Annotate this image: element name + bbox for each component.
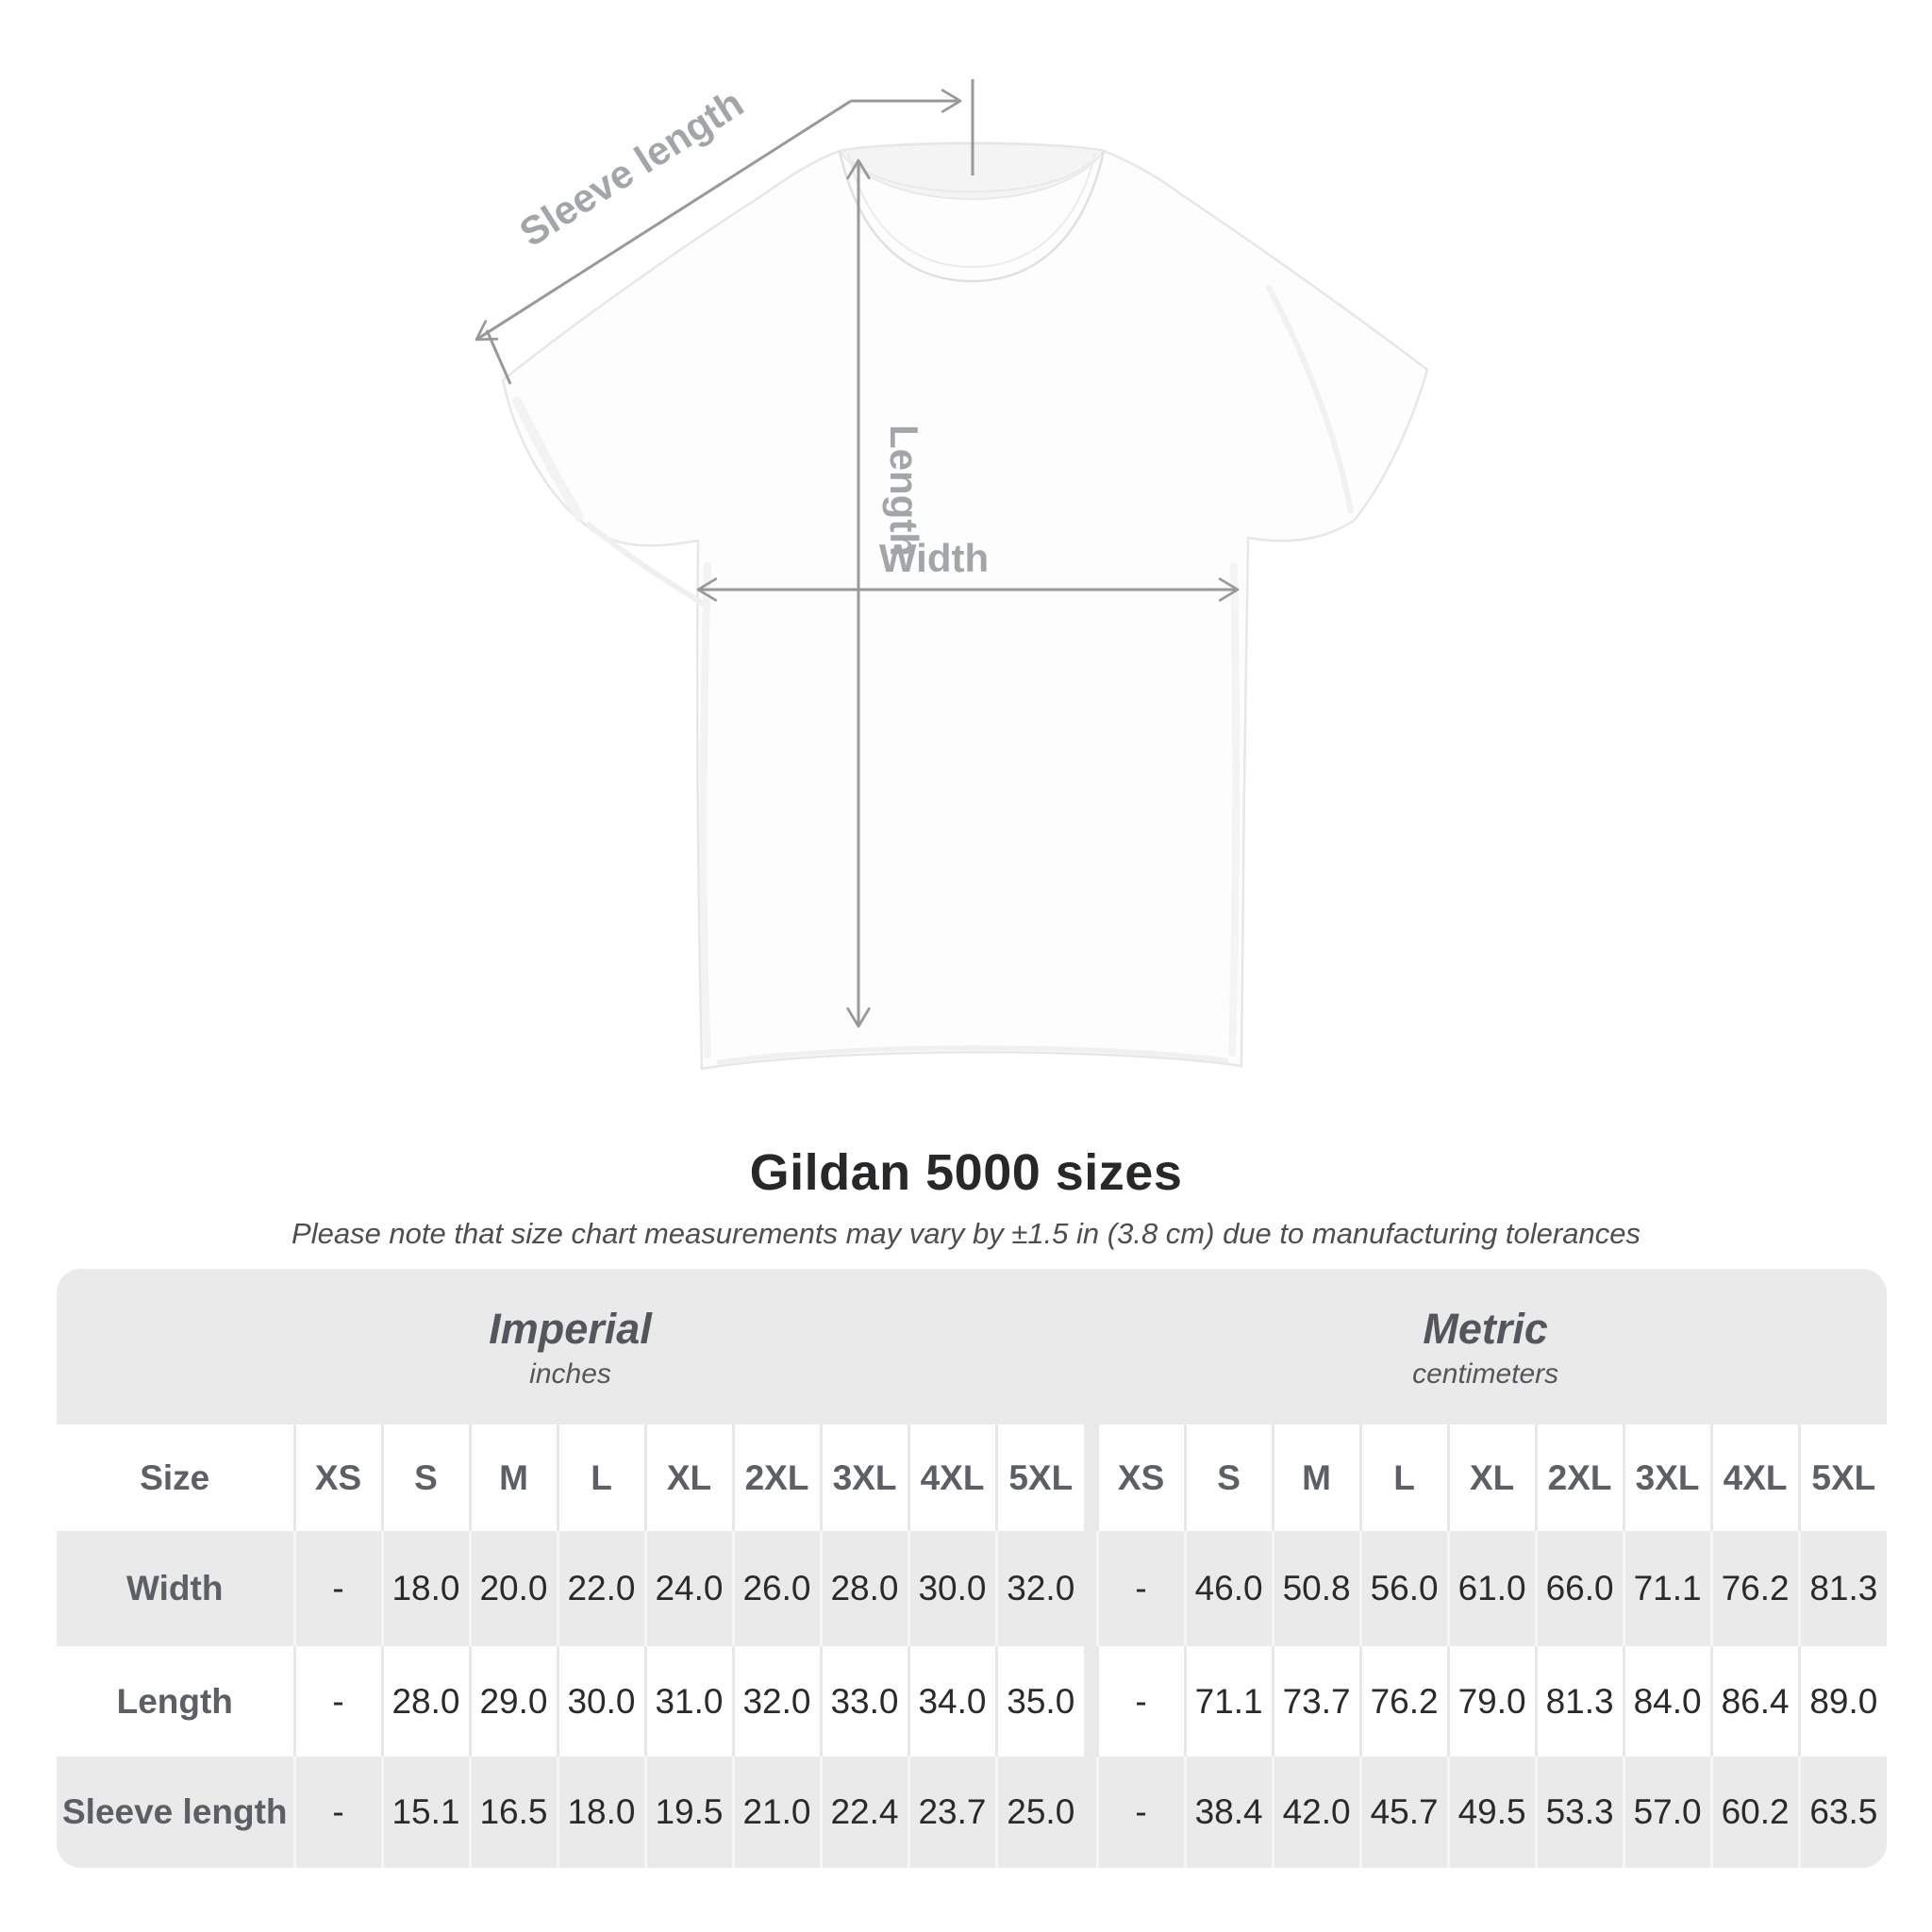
value-cell: 19.5 xyxy=(645,1757,733,1868)
value-cell: 32.0 xyxy=(996,1531,1084,1646)
size-col-header: 4XL xyxy=(1711,1424,1799,1531)
value-cell: 32.0 xyxy=(733,1646,821,1757)
imperial-group-unit: inches xyxy=(529,1357,611,1390)
size-col-header: 5XL xyxy=(1799,1424,1887,1531)
size-col-header: 5XL xyxy=(996,1424,1084,1531)
size-col-header: XL xyxy=(645,1424,733,1531)
value-cell: 22.4 xyxy=(821,1757,908,1868)
value-cell: - xyxy=(1097,1646,1185,1757)
length-label: Length xyxy=(882,425,926,557)
value-cell: - xyxy=(1097,1757,1185,1868)
table-row-width xyxy=(57,1531,1887,1646)
sleeve-length-label: Sleeve length xyxy=(511,80,752,256)
shade-right-side xyxy=(1232,566,1236,1053)
size-col-header: XL xyxy=(1448,1424,1536,1531)
value-cell: - xyxy=(294,1757,382,1868)
value-cell: 24.0 xyxy=(645,1531,733,1646)
value-cell: 45.7 xyxy=(1360,1757,1448,1868)
size-col-header: 4XL xyxy=(908,1424,996,1531)
value-cell: 31.0 xyxy=(645,1646,733,1757)
value-cell: 18.0 xyxy=(558,1757,645,1868)
value-cell: 33.0 xyxy=(821,1646,908,1757)
value-cell: 76.2 xyxy=(1360,1646,1448,1757)
tshirt-illustration xyxy=(503,143,1427,1069)
group-divider xyxy=(1084,1531,1097,1646)
value-cell: 21.0 xyxy=(733,1757,821,1868)
size-col-header: XS xyxy=(1097,1424,1185,1531)
value-cell: 34.0 xyxy=(908,1646,996,1757)
value-cell: 16.5 xyxy=(470,1757,558,1868)
imperial-group-label: Imperial xyxy=(489,1304,652,1353)
size-table-grid xyxy=(57,1269,1887,1868)
value-cell: 89.0 xyxy=(1799,1646,1887,1757)
row-label: Width xyxy=(57,1531,294,1646)
value-cell: 50.8 xyxy=(1273,1531,1360,1646)
value-cell: 79.0 xyxy=(1448,1646,1536,1757)
value-cell: 30.0 xyxy=(908,1531,996,1646)
width-label: Width xyxy=(878,536,990,580)
size-col-header: 2XL xyxy=(1536,1424,1624,1531)
size-col-header: XS xyxy=(294,1424,382,1531)
value-cell: - xyxy=(294,1531,382,1646)
value-cell: 28.0 xyxy=(821,1531,908,1646)
value-cell: - xyxy=(294,1646,382,1757)
value-cell: 22.0 xyxy=(558,1531,645,1646)
table-row-length xyxy=(57,1646,1887,1757)
value-cell: 26.0 xyxy=(733,1531,821,1646)
size-table xyxy=(57,1269,1887,1868)
value-cell: 66.0 xyxy=(1536,1531,1624,1646)
value-cell: 60.2 xyxy=(1711,1757,1799,1868)
value-cell: 81.3 xyxy=(1536,1646,1624,1757)
value-cell: 23.7 xyxy=(908,1757,996,1868)
value-cell: 73.7 xyxy=(1273,1646,1360,1757)
value-cell: 25.0 xyxy=(996,1757,1084,1868)
group-divider xyxy=(1084,1424,1097,1531)
unit-group-row xyxy=(57,1269,1887,1424)
size-col-header: 3XL xyxy=(1624,1424,1711,1531)
cuff-witness-line xyxy=(487,330,510,384)
table-row-sleeve-length xyxy=(57,1757,1887,1868)
value-cell: - xyxy=(1097,1531,1185,1646)
size-col-header: M xyxy=(1273,1424,1360,1531)
value-cell: 63.5 xyxy=(1799,1757,1887,1868)
metric-group-unit: centimeters xyxy=(1412,1357,1559,1390)
metric-group-label: Metric xyxy=(1423,1304,1548,1353)
value-cell: 84.0 xyxy=(1624,1646,1711,1757)
size-col-header: S xyxy=(382,1424,470,1531)
value-cell: 57.0 xyxy=(1624,1757,1711,1868)
size-col-header: L xyxy=(558,1424,645,1531)
row-label: Sleeve length xyxy=(57,1757,294,1868)
value-cell: 49.5 xyxy=(1448,1757,1536,1868)
page-subtitle: Please note that size chart measurements may vary by ±1.5 in (3.8 cm) due to manufacturing tolerances xyxy=(291,1217,1641,1250)
metric-group-header xyxy=(1084,1269,1887,1424)
group-divider xyxy=(1084,1757,1097,1868)
value-cell: 35.0 xyxy=(996,1646,1084,1757)
value-cell: 71.1 xyxy=(1624,1531,1711,1646)
size-col-header: M xyxy=(470,1424,558,1531)
size-col-header: L xyxy=(1360,1424,1448,1531)
value-cell: 38.4 xyxy=(1185,1757,1273,1868)
size-header-cell: Size xyxy=(57,1424,294,1531)
value-cell: 30.0 xyxy=(558,1646,645,1757)
size-col-header: 3XL xyxy=(821,1424,908,1531)
value-cell: 46.0 xyxy=(1185,1531,1273,1646)
value-cell: 76.2 xyxy=(1711,1531,1799,1646)
value-cell: 18.0 xyxy=(382,1531,470,1646)
value-cell: 61.0 xyxy=(1448,1531,1536,1646)
value-cell: 56.0 xyxy=(1360,1531,1448,1646)
value-cell: 42.0 xyxy=(1273,1757,1360,1868)
row-label: Length xyxy=(57,1646,294,1757)
value-cell: 71.1 xyxy=(1185,1646,1273,1757)
value-cell: 28.0 xyxy=(382,1646,470,1757)
value-cell: 53.3 xyxy=(1536,1757,1624,1868)
group-divider xyxy=(1084,1646,1097,1757)
imperial-group-header xyxy=(57,1269,1084,1424)
value-cell: 86.4 xyxy=(1711,1646,1799,1757)
value-cell: 20.0 xyxy=(470,1531,558,1646)
size-header-row xyxy=(57,1424,1887,1531)
size-col-header: 2XL xyxy=(733,1424,821,1531)
value-cell: 81.3 xyxy=(1799,1531,1887,1646)
size-col-header: S xyxy=(1185,1424,1273,1531)
value-cell: 15.1 xyxy=(382,1757,470,1868)
value-cell: 29.0 xyxy=(470,1646,558,1757)
page-title: Gildan 5000 sizes xyxy=(749,1144,1183,1201)
